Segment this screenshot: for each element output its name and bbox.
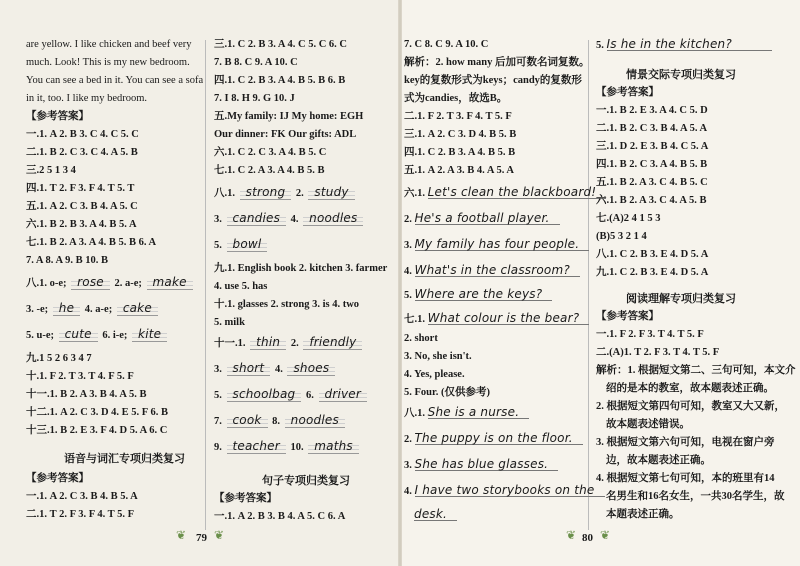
handwritten-answer: What colour is the bear? — [428, 312, 590, 325]
row-prefix: 3. — [214, 364, 222, 375]
handwritten-answer: he — [53, 302, 80, 316]
plant-icon: ❦ — [214, 528, 225, 542]
explanation-line: 解析：2. how many 后加可数名词复数。 — [404, 57, 590, 68]
answer-row: 六.1. C 2. C 3. A 4. B 5. C — [214, 147, 327, 158]
row-prefix: 5. — [404, 290, 412, 301]
answer-row: 7. B 8. C 9. A 10. C — [214, 57, 298, 68]
handwritten-sentence — [414, 508, 457, 522]
handwritten-answer: strong — [240, 186, 292, 200]
plant-icon: ❦ — [566, 528, 577, 542]
section-title: 语音与词汇专项归类复习 — [64, 453, 185, 465]
answer-label: 【参考答案】 — [26, 111, 89, 122]
explanation-line: 4. 根据短文第七句可知，本的班里有14 — [596, 473, 775, 484]
handwritten-answer: cook — [227, 414, 268, 428]
row-prefix: 4. — [404, 486, 412, 497]
handwritten-row — [214, 186, 357, 200]
handwritten-answer: cute — [59, 328, 98, 342]
row-prefix: 4. — [274, 364, 283, 375]
handwritten-answer: shoes — [287, 362, 335, 376]
handwritten-sentence — [404, 238, 589, 252]
row-prefix: 2. — [295, 188, 304, 199]
answer-row: 四.1. C 2. B 3. A 4. B 5. B — [404, 147, 516, 158]
row-prefix: 3. — [214, 214, 222, 225]
row-prefix: 3. — [404, 240, 412, 251]
handwritten-answer: kite — [132, 328, 167, 342]
row-prefix: 4. — [290, 214, 299, 225]
handwritten-answer: thin — [250, 336, 286, 350]
answer-row: 二.1. F 2. T 3. F 4. T 5. F — [404, 111, 512, 122]
handwritten-row — [214, 362, 337, 376]
handwritten-sentence — [404, 212, 560, 226]
handwritten-answer: candies — [227, 212, 287, 226]
handwritten-sentence — [404, 186, 606, 200]
answer-row: 一.1. B 2. E 3. A 4. C 5. D — [596, 105, 708, 116]
answer-row: 十三.1. B 2. E 3. F 4. D 5. A 6. C — [26, 425, 168, 436]
answer-label: 【参考答案】 — [596, 87, 659, 98]
row-prefix: 8. — [272, 416, 281, 427]
section-title: 句子专项归类复习 — [262, 475, 350, 487]
row-prefix: 十一.1. — [214, 338, 246, 349]
handwritten-row — [214, 238, 269, 252]
answer-row: 四.1. B 2. C 3. A 4. B 5. B — [596, 159, 708, 170]
handwritten-answer: maths — [308, 440, 359, 454]
answer-row: 十.1. glasses 2. strong 3. is 4. two — [214, 299, 360, 310]
handwritten-row — [26, 302, 160, 316]
handwritten-sentence — [404, 312, 589, 326]
answer-label: 【参考答案】 — [26, 473, 89, 484]
handwritten-row — [26, 276, 195, 290]
answer-row: 三.2 5 1 3 4 — [26, 165, 76, 176]
row-prefix: 2. — [404, 214, 412, 225]
handwritten-answer: desk. — [414, 508, 457, 521]
row-prefix: 5. — [214, 390, 222, 401]
handwritten-row — [214, 414, 347, 428]
row-prefix: 六.1. — [404, 188, 425, 199]
answer-row: (B)5 3 2 1 4 — [596, 231, 647, 242]
explanation-line: 本题表述正确。 — [606, 509, 680, 520]
row-prefix: 八.1. — [404, 408, 425, 419]
answer-row: 十.1. F 2. T 3. T 4. F 5. F — [26, 371, 134, 382]
handwritten-answer: rose — [71, 276, 110, 290]
handwritten-sentence — [404, 406, 529, 420]
answer-row: 5. milk — [214, 317, 245, 328]
handwritten-answer: Where are the keys? — [415, 288, 553, 301]
answer-row: 2. short — [404, 333, 438, 344]
row-prefix: 10. — [290, 442, 304, 453]
handwritten-answer: My family has four people. — [415, 238, 590, 251]
page-number-left: 79 — [196, 532, 207, 544]
handwritten-answer: Is he in the kitchen? — [607, 38, 772, 51]
explanation-line: 边，故本题表述正确。 — [606, 455, 711, 466]
answer-row: 一.1. F 2. F 3. T 4. T 5. F — [596, 329, 704, 340]
handwritten-answer: Let's clean the blackboard! — [428, 186, 607, 199]
answer-row: 九.1. C 2. B 3. E 4. D 5. A — [596, 267, 709, 278]
handwritten-answer: noodles — [303, 212, 363, 226]
answer-row: 八.1. C 2. B 3. E 4. D 5. A — [596, 249, 709, 260]
row-prefix: 9. — [214, 442, 222, 453]
answer-row: 六.1. B 2. A 3. C 4. A 5. B — [596, 195, 707, 206]
handwritten-row — [214, 336, 364, 350]
explanation-line: 式为candies，故选B。 — [404, 93, 508, 104]
text-line: are yellow. I like chicken and beef very — [26, 39, 192, 50]
explanation-line: 解析：1. 根据短文第二、三句可知，本文介 — [596, 365, 796, 376]
handwritten-sentence — [404, 288, 552, 302]
explanation-line: 名男生和16名女生，一共30名学生，故 — [606, 491, 785, 502]
answer-row: 十一.1. B 2. A 3. B 4. A 5. B — [26, 389, 147, 400]
text-line: in it, too. I like my bedroom. — [26, 93, 148, 104]
handwritten-sentence — [404, 484, 605, 498]
handwritten-answer: He's a football player. — [415, 212, 560, 225]
text-line: You can see a bed in it. You can see a sofa — [26, 75, 204, 86]
answer-row: 三.1. A 2. C 3. D 4. B 5. B — [404, 129, 517, 140]
section-title: 情景交际专项归类复习 — [626, 69, 736, 81]
handwritten-answer: schoolbag — [227, 388, 302, 402]
row-prefix: 4. — [404, 266, 412, 277]
handwritten-sentence — [404, 458, 558, 472]
answer-row: 九.1. English book 2. kitchen 3. farmer — [214, 263, 388, 274]
handwritten-answer: She has blue glasses. — [415, 458, 559, 471]
handwritten-answer: friendly — [303, 336, 362, 350]
explanation-line: 故本题表述错误。 — [606, 419, 690, 430]
row-prefix: 八.1. — [214, 188, 235, 199]
answer-row: 五.My family: IJ My home: EGH — [214, 111, 364, 122]
handwritten-answer: What's in the classroom? — [415, 264, 580, 277]
answer-row: 十二.1. A 2. C 3. D 4. E 5. F 6. B — [26, 407, 168, 418]
answer-row: 5. Four. (仅供参考) — [404, 387, 490, 398]
answer-row: 一.1. A 2. C 3. B 4. B 5. A — [26, 491, 138, 502]
row-prefix: 2. — [404, 434, 412, 445]
row-prefix: 6. — [306, 390, 314, 401]
answer-row: 7. I 8. H 9. G 10. J — [214, 93, 295, 104]
handwritten-row — [214, 388, 369, 402]
plant-icon: ❦ — [176, 528, 187, 542]
explanation-line: 3. 根据短文第六句可知，电视在窗户旁 — [596, 437, 775, 448]
answer-row: 二.(A)1. T 2. F 3. T 4. T 5. F — [596, 347, 720, 358]
answer-row: 三.1. C 2. B 3. A 4. C 5. C 6. C — [214, 39, 348, 50]
row-prefix: 2. — [290, 338, 299, 349]
book-gutter — [398, 0, 402, 566]
answer-row: 四.1. T 2. F 3. F 4. T 5. T — [26, 183, 135, 194]
answer-row: 五.1. A 2. A 3. B 4. A 5. A — [404, 165, 514, 176]
handwritten-answer: short — [227, 362, 271, 376]
answer-row: 七.1. B 2. A 3. A 4. B 5. B 6. A — [26, 237, 157, 248]
answer-row: 一.1. A 2. B 3. B 4. A 5. C 6. A — [214, 511, 346, 522]
row-prefix: 7. — [214, 416, 222, 427]
row-prefix: 3. — [404, 460, 412, 471]
handwritten-sentence — [404, 432, 583, 446]
answer-row: 五.1. A 2. C 3. B 4. A 5. C — [26, 201, 138, 212]
column-divider — [205, 40, 206, 530]
handwritten-row — [214, 212, 365, 226]
handwritten-answer: make — [147, 276, 193, 290]
row-prefix: 2. a-e; — [114, 278, 142, 289]
handwritten-answer: She is a nurse. — [428, 406, 530, 419]
explanation-line: 2. 根据短文第四句可知，教室又大又新， — [596, 401, 785, 412]
section-title: 阅读理解专项归类复习 — [626, 293, 736, 305]
page-number-right: 80 — [582, 532, 593, 544]
row-prefix: 6. i-e; — [102, 330, 128, 341]
answer-row: 三.1. D 2. E 3. B 4. C 5. A — [596, 141, 709, 152]
row-prefix: 5. — [596, 40, 604, 51]
text-line: much. Look! This is my new bedroom. — [26, 57, 190, 68]
answer-row: 一.1. A 2. B 3. C 4. C 5. C — [26, 129, 139, 140]
row-prefix: 七.1. — [404, 314, 425, 325]
row-prefix: 5. — [214, 240, 222, 251]
handwritten-answer: The puppy is on the floor. — [415, 432, 583, 445]
handwritten-row — [26, 328, 169, 342]
row-prefix: 八.1. o-e; — [26, 278, 67, 289]
handwritten-answer: I have two storybooks on the — [415, 484, 605, 497]
answer-row: 4. Yes, please. — [404, 369, 465, 380]
row-prefix: 4. a-e; — [84, 304, 113, 315]
answer-row: 七.(A)2 4 1 5 3 — [596, 213, 661, 224]
answer-row: 二.1. B 2. C 3. B 4. A 5. A — [596, 123, 708, 134]
answer-label: 【参考答案】 — [214, 493, 277, 504]
column-divider — [588, 40, 589, 530]
answer-row: 7. C 8. C 9. A 10. C — [404, 39, 489, 50]
row-prefix: 3. -e; — [26, 304, 49, 315]
handwritten-answer: teacher — [227, 440, 286, 454]
row-prefix: 5. u-e; — [26, 330, 54, 341]
answer-row: 二.1. T 2. F 3. F 4. T 5. F — [26, 509, 135, 520]
handwritten-answer: noodles — [285, 414, 345, 428]
answer-label: 【参考答案】 — [596, 311, 659, 322]
handwritten-answer: cake — [117, 302, 158, 316]
handwritten-answer: study — [308, 186, 354, 200]
answer-row: 7. A 8. A 9. B 10. B — [26, 255, 108, 266]
answer-row: Our dinner: FK Our gifts: ADL — [214, 129, 357, 140]
handwritten-answer: driver — [319, 388, 368, 402]
answer-row: 六.1. B 2. B 3. A 4. B 5. A — [26, 219, 137, 230]
answer-row: 四.1. C 2. B 3. A 4. B 5. B 6. B — [214, 75, 346, 86]
answer-row: 七.1. C 2. A 3. A 4. B 5. B — [214, 165, 325, 176]
answer-row: 二.1. B 2. C 3. C 4. A 5. B — [26, 147, 138, 158]
answer-row: 五.1. B 2. A 3. C 4. B 5. C — [596, 177, 708, 188]
handwritten-sentence — [404, 264, 580, 278]
explanation-line: 绍的是本的教室，故本题表述正确。 — [606, 383, 774, 394]
handwritten-answer: bowl — [227, 238, 268, 252]
answer-row: 4. use 5. has — [214, 281, 268, 292]
handwritten-row — [214, 440, 361, 454]
handwritten-sentence — [596, 38, 772, 52]
answer-row: 九.1 5 2 6 3 4 7 — [26, 353, 92, 364]
plant-icon: ❦ — [600, 528, 611, 542]
explanation-line: key的复数形式为keys；candy的复数形 — [404, 75, 582, 86]
answer-row: 3. No, she isn't. — [404, 351, 472, 362]
